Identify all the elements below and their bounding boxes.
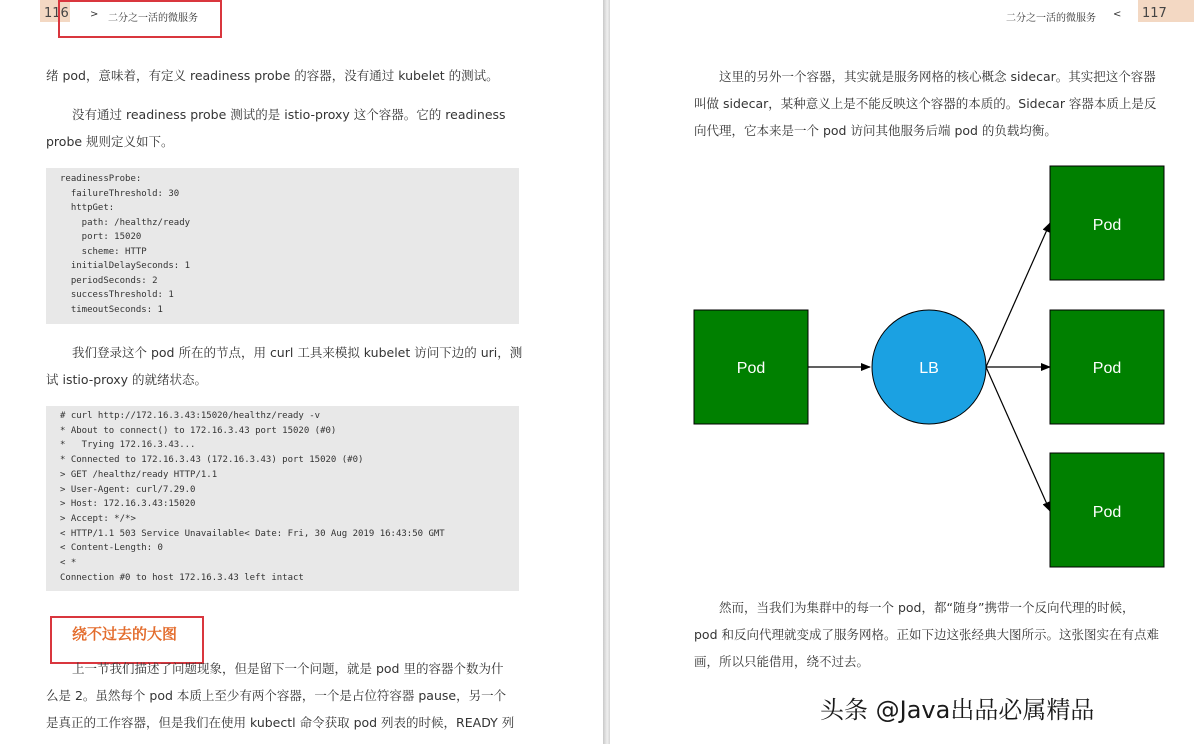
source-pod-label: Pod xyxy=(736,360,766,377)
book-gutter xyxy=(603,0,610,744)
readiness-probe-code-block xyxy=(46,168,519,324)
code-line: Connection #0 to host 172.16.3.43 left intact xyxy=(60,572,304,583)
left-para-4-line-1: 上一节我们描述了问题现象，但是留下一个问题，就是 pod 里的容器个数为什 xyxy=(72,661,504,676)
target-pod-1-label: Pod xyxy=(1092,217,1122,234)
right-para-1-line-2: 叫做 sidecar，某种意义上是不能反映这个容器的本质的。Sidecar 容器本质上是反 xyxy=(694,96,1157,111)
right-page xyxy=(610,0,1194,744)
code-line: < HTTP/1.1 503 Service Unavailable< Date: Fri, 30 Aug 2019 16:43:50 GMT xyxy=(60,528,445,539)
left-page-number: 116 xyxy=(44,6,69,21)
header-annotation-box xyxy=(58,0,222,38)
section-title: 绕不过去的大图 xyxy=(72,625,178,643)
code-line: > GET /healthz/ready HTTP/1.1 xyxy=(60,469,218,480)
code-line: scheme: HTTP xyxy=(60,246,147,257)
left-para-3-line-1: 我们登录这个 pod 所在的节点，用 curl 工具来模拟 kubelet 访问下边的 uri，测 xyxy=(72,345,523,360)
left-para-4-line-3: 是真正的工作容器，但是我们在使用 kubectl 命令获取 pod 列表的时候，READY 列 xyxy=(46,715,515,730)
load-balancer-label: LB xyxy=(919,360,939,377)
code-line: # curl http://172.16.3.43:15020/healthz/ready -v xyxy=(60,411,321,421)
right-para-2-line-2: pod 和反向代理就变成了服务网格。正如下边这张经典大图所示。这张图实在有点难 xyxy=(694,627,1159,642)
code-line: readinessProbe: xyxy=(60,174,142,184)
right-para-1-line-1: 这里的另外一个容器，其实就是服务网格的核心概念 sidecar。其实把这个容器 xyxy=(719,69,1156,84)
right-header-title: 二分之一活的微服务 xyxy=(1006,13,1096,24)
watermark: 头条 @Java出品必属精品 xyxy=(820,696,1095,724)
code-line: * About to connect() to 172.16.3.43 port 15020 (#0) xyxy=(60,425,337,436)
lb-to-pod-3-arrow xyxy=(986,367,1050,511)
code-line: > Accept: */*> xyxy=(60,513,136,524)
left-para-2-line-2: probe 规则定义如下。 xyxy=(46,134,174,149)
code-line: * Connected to 172.16.3.43 (172.16.3.43) port 15020 (#0) xyxy=(60,455,364,466)
left-para-3-line-2: 试 istio-proxy 的就绪状态。 xyxy=(46,372,208,387)
curl-output-code-block xyxy=(46,406,519,591)
code-line: path: /healthz/ready xyxy=(60,217,191,228)
code-line: failureThreshold: 30 xyxy=(60,188,180,199)
left-para-1: 绪 pod，意味着，有定义 readiness probe 的容器，没有通过 kubelet 的测试。 xyxy=(46,68,499,83)
left-header-title: 二分之一活的微服务 xyxy=(108,13,198,24)
left-para-4-line-2: 么是 2。虽然每个 pod 本质上至少有两个容器，一个是占位符容器 pause，另一个 xyxy=(46,688,507,703)
left-header-arrow: > xyxy=(90,9,99,20)
right-header-arrow: < xyxy=(1113,9,1122,20)
right-page-number: 117 xyxy=(1142,6,1167,21)
code-line: * Trying 172.16.3.43... xyxy=(60,440,196,451)
target-pod-2-label: Pod xyxy=(1092,360,1122,377)
sidecar-load-balancer-diagram xyxy=(610,150,1194,580)
code-line: initialDelaySeconds: 1 xyxy=(60,261,191,271)
code-line: periodSeconds: 2 xyxy=(60,275,158,286)
code-line: < * xyxy=(60,558,77,568)
right-para-2-line-1: 然而，当我们为集群中的每一个 pod，都“随身”携带一个反向代理的时候， xyxy=(719,600,1135,615)
lb-to-pod-1-arrow xyxy=(986,223,1050,367)
right-para-2-line-3: 画，所以只能借用，绕不过去。 xyxy=(694,654,870,669)
left-para-2-line-1: 没有通过 readiness probe 测试的是 istio-proxy 这个容器。它的 readiness xyxy=(72,107,506,122)
code-line: successThreshold: 1 xyxy=(60,290,174,300)
right-para-1-line-3: 向代理，它本来是一个 pod 访问其他服务后端 pod 的负载均衡。 xyxy=(694,123,1057,138)
code-line: > User-Agent: curl/7.29.0 xyxy=(60,484,196,495)
code-line: < Content-Length: 0 xyxy=(60,543,163,554)
code-line: timeoutSeconds: 1 xyxy=(60,304,163,315)
code-line: > Host: 172.16.3.43:15020 xyxy=(60,499,196,510)
code-line: port: 15020 xyxy=(60,232,142,242)
code-line: httpGet: xyxy=(60,203,115,213)
target-pod-3-label: Pod xyxy=(1092,504,1122,521)
